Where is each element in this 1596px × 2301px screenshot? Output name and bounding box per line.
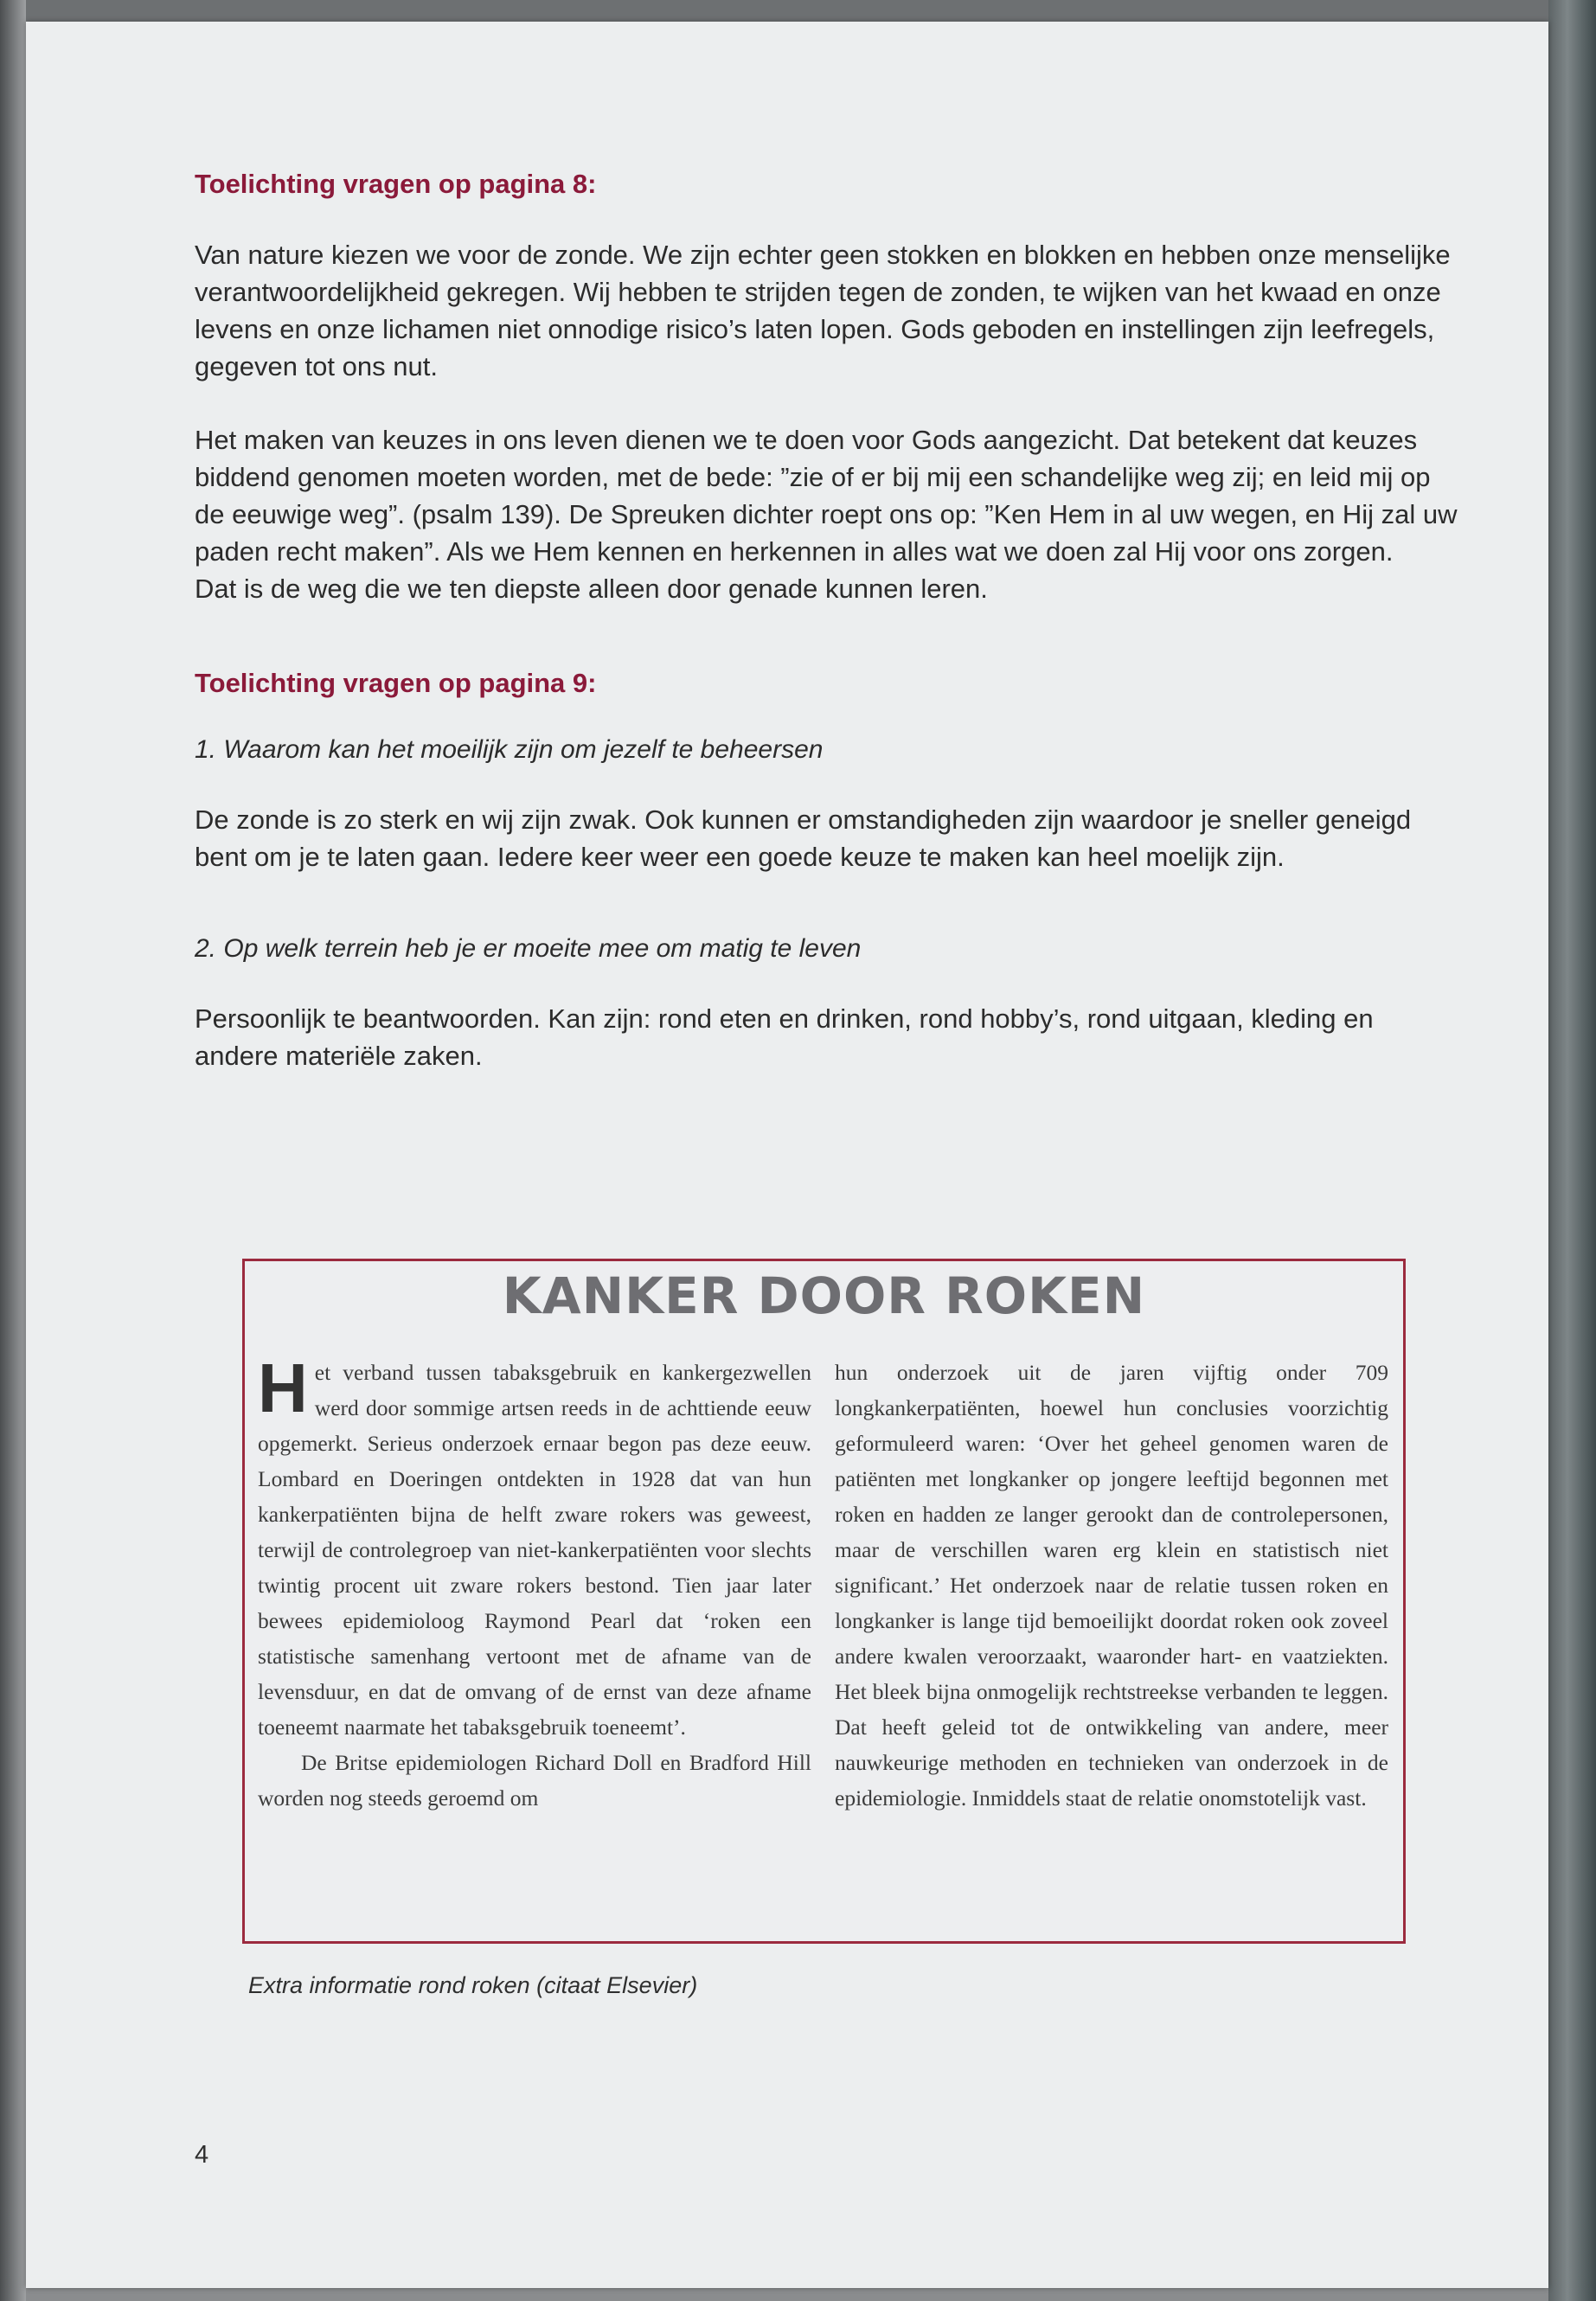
question-1: 1. Waarom kan het moeilijk zijn om jezelf te beheersen: [195, 735, 824, 764]
info-box: [242, 1259, 1406, 1944]
article-text: De Britse epidemiologen Richard Doll en Bradford Hill worden nog steeds geroemd om: [258, 1750, 811, 1811]
paragraph: Dat is de weg die we ten diepste alleen door genade kunnen leren.: [195, 574, 988, 604]
section-heading-pagina-9: Toelichting vragen op pagina 9:: [195, 668, 597, 698]
scan-top-edge: [0, 0, 1596, 22]
article-text: hun onderzoek uit de jaren vijftig onder 709 longkankerpatiënten, hoewel hun conclusies voorzichtig geformuleerd waren: ‘Over het geheel genomen waren de patiënten met longkanker op jongere leeftijd begonnen met roken en hadden ze langer gerookt dan de controlepersonen, maar de verschillen waren erg klein en statistisch niet significant.’ Het onderzoek naar de relatie tussen roken en longkanker is lange tijd bemoeilijkt doordat roken ook zoveel andere kwalen veroorzaakt, waaronder hart- en vaatziekten. Het bleek bijna onmogelijk rechtstreekse verbanden te leggen. Dat heeft geleid tot de ontwikkeling van andere, meer nauwkeurige methoden en technieken van onderzoek in de epidemiologie. Inmiddels staat de relatie onomstotelijk vast.: [835, 1360, 1388, 1811]
paragraph: Van nature kiezen we voor de zonde. We zijn echter geen stokken en blokken en hebben onze menselijke verantwoordelijkheid gekregen. Wij hebben te strijden tegen de zonden, te wijken van het kwaad en onze levens en onze lichamen niet onnodige risico’s laten lopen. Gods geboden en instellingen zijn leefregels, gegeven tot ons nut.: [195, 240, 1451, 381]
answer-1: De zonde is zo sterk en wij zijn zwak. Ook kunnen er omstandigheden zijn waardoor je sneller geneigd bent om je te laten gaan. Iedere keer weer een goede keuze te maken kan heel moelijk zijn.: [195, 804, 1412, 872]
page-number: 4: [195, 2141, 209, 2169]
article-text: et verband tussen tabaksgebruik en kankergezwellen werd door sommige artsen reeds in de achttiende eeuw opgemerkt. Serieus onderzoek ernaar begon pas deze eeuw. Lombard en Doeringen ontdekten in 1928 dat van hun kankerpatiënten bijna de helft zware rokers was geweest, terwijl de controlegroep van niet-kankerpatiënten voor slechts twintig procent uit zware rokers bestond. Tien jaar later bewees epidemioloog Raymond Pearl dat ‘roken een statistische samenhang vertoont met de afname van de levensduur, en dat de omvang of de ernst van deze afname toeneemt naarmate het tabaksgebruik toeneemt’.: [258, 1360, 811, 1740]
dropcap: H: [258, 1349, 308, 1426]
info-box-column-right: [835, 1355, 1388, 1816]
info-box-title: KANKER DOOR ROKEN: [502, 1266, 1146, 1325]
info-box-caption: Extra informatie rond roken (citaat Elsevier): [248, 1972, 698, 1998]
question-2: 2. Op welk terrein heb je er moeite mee om matig te leven: [195, 934, 862, 963]
info-box-column-left: [258, 1349, 811, 1816]
answer-2: Persoonlijk te beantwoorden. Kan zijn: rond eten en drinken, rond hobby’s, rond uitgaan, kleding en andere materiële zaken.: [195, 1003, 1374, 1071]
page-content: [195, 169, 1458, 1074]
section-heading-pagina-8: Toelichting vragen op pagina 8:: [195, 169, 597, 199]
scan-left-edge: [0, 0, 26, 2301]
paragraph: Het maken van keuzes in ons leven dienen we te doen voor Gods aangezicht. Dat betekent dat keuzes biddend genomen moeten worden, met de bede: ”zie of er bij mij een schandelijke weg zij; en leid mij op de eeuwige weg”. (psalm 139). De Spreuken dichter roept ons op: ”Ken Hem in al uw wegen, en Hij zal uw paden recht maken”. Als we Hem kennen en herkennen in alles wat we doen zal Hij voor ons zorgen.: [195, 425, 1458, 567]
scan-right-edge: [1548, 0, 1596, 2301]
